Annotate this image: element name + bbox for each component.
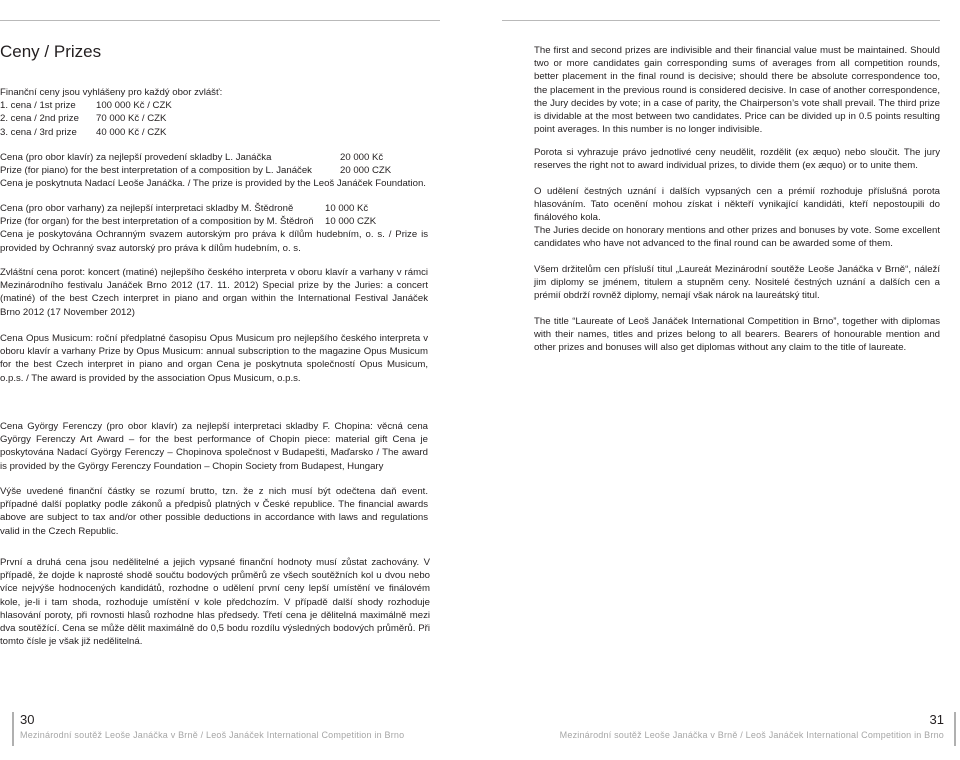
piano-prize-section: [0, 151, 428, 191]
opus-musicum-prize: Cena Opus Musicum: roční předplatné časopisu Opus Musicum pro nejlepšího českého interpreta v oboru klavír a varhany Prize by Opus Musicum: annual subscription to the magazine Opus Musicum for the best Czech interpret in piano and organ Cena je poskytnuta společností Opus Musicum, o.p.s. / The award is provided by the association Opus Musicum, o.p.s.: [0, 333, 428, 384]
prize-amount: 70 000 Kč / CZK: [96, 113, 167, 125]
footer-text: Mezinárodní soutěž Leoše Janáčka v Brně / Leoš Janáček International Competition in Brno: [559, 730, 944, 740]
prize-rank: 1. cena / 1st prize: [0, 100, 76, 112]
piano-prize-label-en: Prize (for piano) for the best interpretation of a composition by L. Janáček: [0, 165, 312, 177]
footer-bar: [954, 712, 956, 746]
organ-prize-label-cz: Cena (pro obor varhany) za nejlepší interpretaci skladby M. Štědroně: [0, 203, 294, 214]
organ-prize-row-cz: [0, 202, 428, 215]
prize-rank: 2. cena / 2nd prize: [0, 113, 79, 125]
ferenczy-prize: Cena György Ferenczy (pro obor klavír) za nejlepší interpretaci skladby F. Chopina: věcná cena György Ferenczy Art Award – for the best performance of Chopin piece: material gift Cena je poskytována Nadací György Ferenczy – Chopinova společnost v Budapešti, Maďarsko / The award is provided by the György Ferenczy Foundation – Chopin Society from Budapest, Hungary: [0, 421, 428, 472]
prize-row: [0, 126, 440, 139]
organ-prize-label-en: Prize (for organ) for the best interpretation of a composition by M. Štědroň: [0, 216, 314, 228]
indivisible-rule: První a druhá cena jsou nedělitelné a jejich vypsané finanční hodnoty musí zůstat zachovány. V případě, že dojde k naprosté shodě součtu bodových průměrů ze všech soutěžních kol u dvou nebo více nejvýše hodnocených kandidátů, rozhodne o udělení první ceny lepší umístění ve finálovém kole, je-li i tam shoda, rozhoduje umístění v kole předchozím. V případě další shody rozhoduje hlasování poroty, při rovnosti hlasů rozhodne hlas předsedy. Třetí cena je dělitelná maximálně mezi dva soutěžící. Cena se může dělit maximálně do 0,5 bodu rozdílu výsledných bodových průměrů. Při tomto čísle je však již nedělitelná.: [0, 557, 430, 648]
prize-amount: 100 000 Kč / CZK: [96, 100, 172, 112]
piano-prize-value-en: 20 000 CZK: [340, 165, 392, 177]
prize-row: [0, 99, 440, 112]
organ-prize-section: [0, 202, 428, 255]
piano-prize-row-cz: [0, 151, 428, 164]
piano-prize-value-cz: 20 000 Kč: [340, 152, 384, 163]
prize-amount: 40 000 Kč / CZK: [96, 126, 167, 138]
footer-bar: [12, 712, 14, 746]
prize-row: [0, 112, 440, 125]
prize-rank: 3. cena / 3rd prize: [0, 126, 77, 138]
laureate-title-cz: Všem držitelům cen přísluší titul „Laureát Mezinárodní soutěže Leoše Janáčka v Brně“, náleží jim diplomy se jménem, titulem a stupněm ceny. Nositelé čestných uznání a dalších cen a prémií obdrží rovněž diplomy, nemají však nárok na laureátský titul.: [534, 264, 940, 302]
laureate-title-en: The title “Laureate of Leoš Janáček International Competition in Brno”, together with diplomas with their names, titles and prizes belong to all bearers. Bearers of honourable mention and other prizes and bonuses will also get diplomas without any claim to the title of laureate.: [534, 316, 940, 354]
footer-text: Mezinárodní soutěž Leoše Janáčka v Brně / Leoš Janáček International Competition in Brno: [20, 730, 405, 740]
top-rule: [0, 20, 440, 21]
jury-reserve: Porota si vyhrazuje právo jednotlivé ceny neudělit, rozdělit (ex æquo) nebo sloučit. The jury reserves the right not to award individual prizes, to divide them (ex æquo) or to unite them.: [534, 147, 940, 172]
honorary-mentions-en: The Juries decide on honorary mentions and other prizes and bonuses by vote. Some excellent candidates who have not advanced to the final round can be awarded some of them.: [534, 225, 940, 250]
organ-prize-row-en: [0, 215, 428, 228]
organ-prize-provider: Cena je poskytována Ochranným svazem autorským pro práva k dílům hudebním, o. s. / Prize is provided by Ochranný svaz autorský pro práva k dílům hudebním, o. s.: [0, 229, 428, 254]
page-title: Ceny / Prizes: [0, 42, 102, 61]
prize-intro: Finanční ceny jsou vyhlášeny pro každý obor zvlášť:: [0, 87, 223, 98]
honorary-mentions-cz: O udělení čestných uznání i dalších vypsaných cen a prémií rozhoduje příslušná porota hlasováním. Tato ocenění mohou získat i někteří vynikající kandidáti, kteří nepostoupili do finálového kola.: [534, 186, 940, 224]
piano-prize-row-en: [0, 164, 428, 177]
tax-note: Výše uvedené finanční částky se rozumí brutto, tzn. že z nich musí být odečtena daň event. případné další poplatky podle zákonů a předpisů platných v České republice. The financial awards above are subject to tax and/or other possible deductions in accordance with laws and regulations valid in the Czech Republic.: [0, 486, 428, 537]
right-page: [480, 0, 960, 760]
piano-prize-label-cz: Cena (pro obor klavír) za nejlepší provedení skladby L. Janáčka: [0, 152, 272, 163]
top-rule: [502, 20, 940, 21]
special-prize: Zvláštní cena porot: koncert (matiné) nejlepšího českého interpreta v oboru klavír a varhany v rámci Mezinárodního festivalu Janáček Brno 2012 (17. 11. 2012) Special prize by the Juries: a concert (matiné) of the best Czech interpret in piano and organ within the International Festival Janáček Brno 2012 (17 November 2012): [0, 267, 428, 318]
indivisible-rule-en: The first and second prizes are indivisible and their financial value must be maintained. Should two or more candidates gain corresponding sums of averages from all competition rounds, better placement in the final round is decisive; should there be absolute correspondence too, the placement in the previous round is considered decisive. In case of another correspondence, the Jury decides by vote; in a case of parity, the Chairperson’s vote shall prevail. The third prize is dividable at the most between two candidates. Price can be divided up in 0.5 points resulting point averages. In this number is no longer indivisible.: [534, 45, 940, 136]
piano-prize-provider: Cena je poskytnuta Nadací Leoše Janáčka. / The prize is provided by the Leoš Janáček Foundation.: [0, 178, 426, 190]
page-number: 31: [929, 712, 944, 727]
page-number: 30: [20, 712, 35, 727]
organ-prize-value-en: 10 000 CZK: [325, 216, 377, 228]
prize-list: [0, 86, 440, 139]
organ-prize-value-cz: 10 000 Kč: [325, 203, 369, 214]
